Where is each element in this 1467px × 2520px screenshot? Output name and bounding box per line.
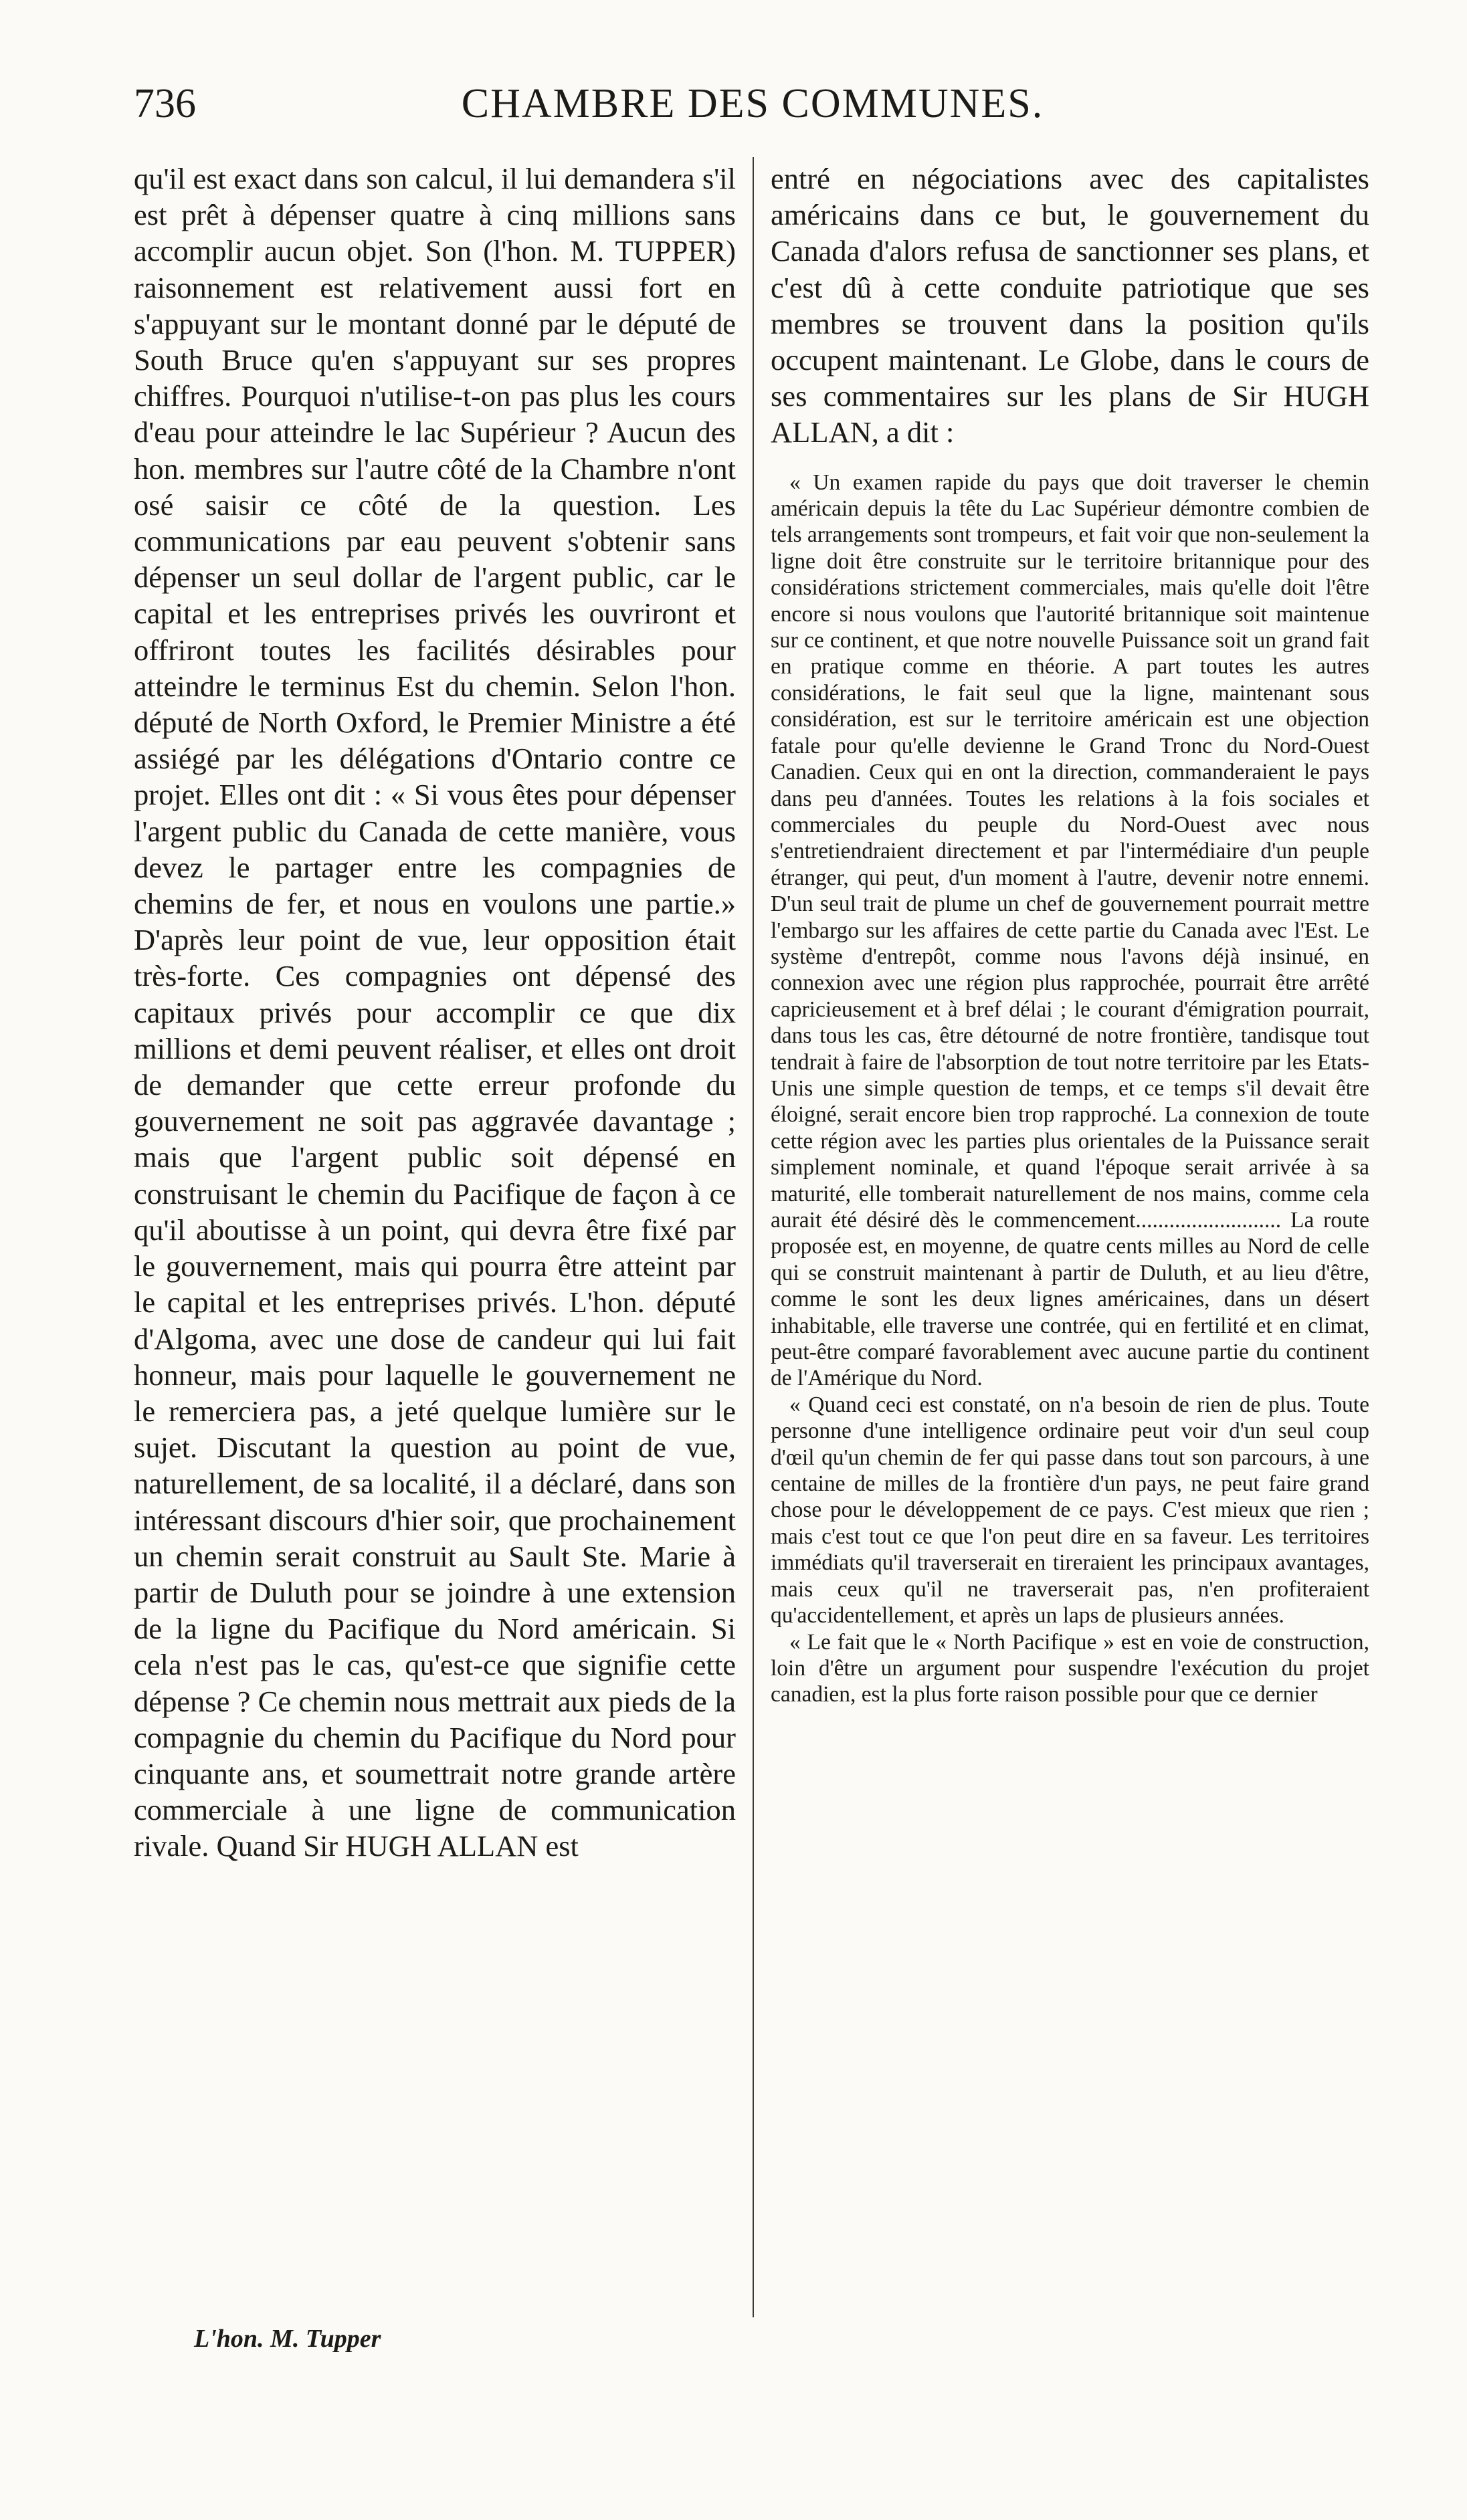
quote-paragraph: « Quand ceci est constaté, on n'a besoin de rien de plus. Toute personne d'une intelligence ordinaire peut voir d'un seul coup d'œil qu'un chemin de fer qui passe dans tout son parcours, à une centaine de milles de la frontière d'un pays, ne peut faire grand chose pour le développement de ce pays. C'est mieux que rien ; mais c'est tout ce que l'on peut dire en sa faveur. Les territoires immédiats qu'il traverserait en tireraient les principaux avantages, mais ceux qu'il ne traverserait pas, n'en profiteraient qu'accidentellement, et après un laps de plusieurs années. — [771, 1392, 1369, 1629]
left-column-text: qu'il est exact dans son calcul, il lui demandera s'il est prêt à dépenser quatre à cinq millions sans accomplir aucun objet. Son (l'hon. M. TUPPER) raisonnement est relativement aussi fort en s'appuyant sur le montant donné par le député de South Bruce qu'en s'appuyant sur ses propres chiffres. Pourquoi n'utilise-t-on pas plus les cours d'eau pour atteindre le lac Supérieur ? Aucun des hon. membres sur l'autre côté de la Chambre n'ont osé saisir ce côté de la question. Les communications par eau peuvent s'obtenir sans dépenser un seul dollar de l'argent public, car le capital et les entreprises privés les ouvriront et offriront toutes les facilités désirables pour atteindre le terminus Est du chemin. Selon l'hon. député de North Oxford, le Premier Ministre a été assiégé par les délégations d'Ontario contre ce projet. Elles ont dit : « Si vous êtes pour dépenser l'argent public du Canada de cette manière, vous devez le partager entre les compagnies de chemins de fer, et nous en voulons une partie.» D'après leur point de vue, leur opposition était très-forte. Ces compagnies ont dépensé des capitaux privés pour accomplir ce que dix millions et demi peuvent réaliser, et elles ont droit de demander que cette erreur profonde du gouvernement ne soit pas aggravée davantage ; mais que l'argent public soit dépensé en construisant le chemin du Pacifique de façon à ce qu'il aboutisse à un point, qui devra être fixé par le gouvernement, mais qui pourra être atteint par le capital et les entreprises privés. L'hon. député d'Algoma, avec une dose de candeur qui lui fait honneur, mais pour laquelle le gouvernement ne le remerciera pas, a jeté quelque lumière sur le sujet. Discutant la question au point de vue, naturellement, de sa localité, il a déclaré, dans son intéressant discours d'hier soir, que prochainement un chemin serait construit au Sault Ste. Marie à partir de Duluth pour se joindre à une extension de la ligne du Pacifique du Nord américain. Si cela n'est pas le cas, qu'est-ce que signifie cette dépense ? Ce chemin nous mettrait aux pieds de la compagnie du chemin du Pacifique du Nord pour cinquante ans, et soumettrait notre grande artère commerciale à une ligne de communication rivale. Quand Sir HUGH ALLAN est — [134, 162, 736, 1863]
quote-paragraph: « Un examen rapide du pays que doit traverser le chemin américain depuis la tête du Lac Supérieur démontre combien de tels arrangements sont trompeurs, et fait voir que non-seulement la ligne doit être construite sur le territoire britannique pour des considérations strictement commerciales, mais qu'elle doit l'être encore si nous voulons que l'autorité britannique soit maintenue sur ce continent, et que notre nouvelle Puissance soit un grand fait en pratique comme en théorie. A part toutes les autres considérations, le fait seul que la ligne, maintenant sous considération, est sur le territoire américain est une objection fatale pour qu'elle devienne le Grand Tronc du Nord-Ouest Canadien. Ceux qui en ont la direction, commanderaient le pays dans peu d'années. Toutes les relations à la fois sociales et commerciales du peuple du Nord-Ouest avec nous s'entretiendraient directement et par l'intermédiaire d'un peuple étranger, qui peut, d'un moment à l'autre, devenir notre ennemi. D'un seul trait de plume un chef de gouvernement pourrait mettre l'embargo sur les affaires de cette partie du Canada avec l'Est. Le système d'entrepôt, comme nous l'avons déjà insinué, en connexion avec une région plus rapprochée, pourrait être arrêté capricieusement et à bref délai ; le courant d'émigration pourrait, dans tous les cas, être détourné de notre frontière, tandisque tout tendrait à faire de l'absorption de tout notre territoire par les Etats-Unis une simple question de temps, et ce temps s'il devait être éloigné, serait encore bien trop rapproché. La connexion de toute cette région avec les parties plus orientales de la Puissance serait simplement nominale, et quand l'époque serait arrivée à sa maturité, elle tomberait naturellement de nos mains, comme cela aurait été désiré dès le commencement.......................... La route proposée est, en moyenne, de quatre cents milles au Nord de celle qui se construit maintenant à partir de Duluth, et au lieu d'être, comme le sont les deux lignes américaines, dans un désert inhabitable, elle traverse une contrée, qui en fertilité et en climat, peut-être comparé favorablement avec aucune partie du continent de l'Amérique du Nord. — [771, 469, 1369, 1391]
page-number: 736 — [134, 81, 196, 126]
quote-paragraph: « Le fait que le « North Pacifique » est en voie de construction, loin d'être un argument pour suspendre l'exécution du projet canadien, est la plus forte raison possible pour que ce dernier — [771, 1629, 1369, 1707]
right-column-lead-text: entré en négociations avec des capitalistes américains dans ce but, le gouvernement du Canada d'alors refusa de sanctionner ses plans, et c'est dû à cette conduite patriotique que ses membres se trouvent dans la position qu'ils occupent maintenant. Le Globe, dans le cours de ses commentaires sur les plans de Sir HUGH ALLAN, a dit : — [771, 162, 1369, 449]
right-column — [771, 161, 1369, 1708]
speaker-margin-note: L'hon. M. Tupper — [194, 2325, 381, 2353]
page-header — [134, 80, 1371, 140]
running-title: CHAMBRE DES COMMUNES. — [461, 81, 1044, 126]
column-divider — [753, 157, 754, 2317]
left-column — [134, 161, 736, 1865]
